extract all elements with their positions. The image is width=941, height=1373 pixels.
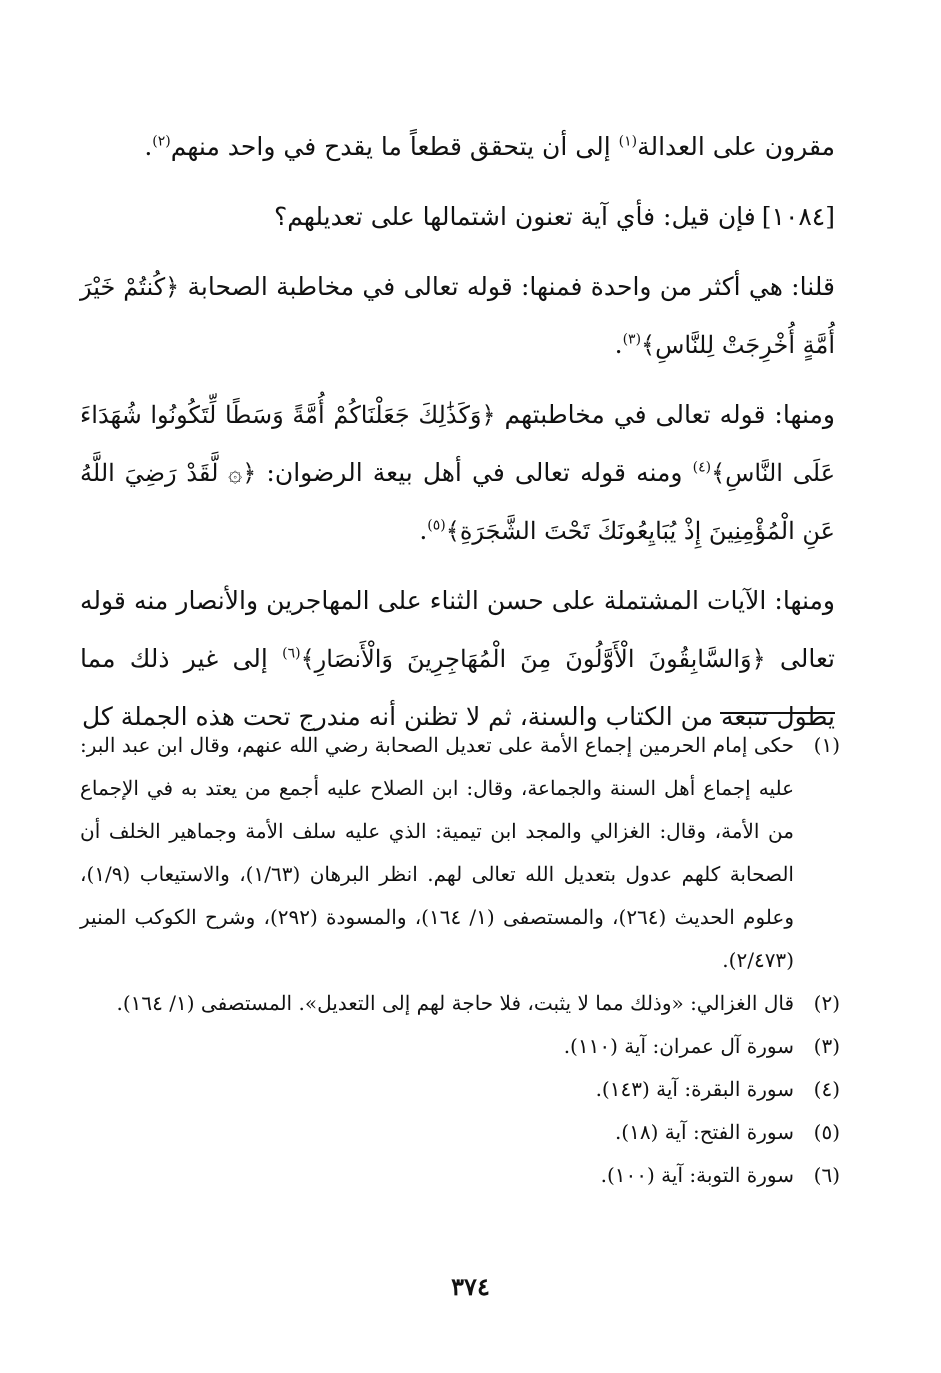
text-run: إلى غير ذلك مما يطول تتبعه من الكتاب والسنة، ثم لا تظنن أنه مندرج تحت هذه الجملة كل bbox=[80, 644, 835, 731]
question-text: فإن قيل: فأي آية تعنون اشتمالها على تعديلهم؟ bbox=[273, 202, 756, 231]
footnote-4 bbox=[80, 1068, 840, 1111]
text-run: قلنا: هي أكثر من واحدة فمنها: قوله تعالى في مخاطبة الصحابة bbox=[179, 272, 835, 301]
quran-verse: ﴿۞ لَّقَدْ رَضِيَ اللَّهُ عَنِ الْمُؤْمِنِينَ إِذْ يُبَايِعُونَكَ تَحْتَ الشَّجَرَةِ﴾ bbox=[80, 459, 835, 545]
footnote-number: (١) bbox=[813, 733, 840, 757]
footnotes bbox=[80, 724, 840, 1197]
footnote-number: (٢) bbox=[813, 991, 840, 1015]
footnote-3 bbox=[80, 1025, 840, 1068]
text-run: . bbox=[419, 516, 428, 545]
main-text bbox=[80, 118, 835, 758]
text-run: إلى أن يتحقق قطعاً ما يقدح في واحد منهم bbox=[170, 132, 619, 161]
text-run: . bbox=[144, 132, 153, 161]
footnote-text: سورة التوبة: آية (١٠٠). bbox=[600, 1163, 794, 1187]
paragraph-4 bbox=[80, 386, 835, 560]
footnote-marker[interactable]: (٥) bbox=[427, 517, 446, 534]
footnote-marker[interactable]: (٦) bbox=[282, 645, 301, 662]
footnote-text: سورة الفتح: آية (١٨). bbox=[614, 1120, 794, 1144]
footnote-2 bbox=[80, 982, 840, 1025]
footnote-6 bbox=[80, 1154, 840, 1197]
footnote-5 bbox=[80, 1111, 840, 1154]
text-run: مقرون على العدالة bbox=[637, 132, 835, 161]
text-run: . bbox=[614, 330, 623, 359]
page-number: ٣٧٤ bbox=[451, 1272, 490, 1301]
footnote-1 bbox=[80, 724, 840, 982]
footnote-marker[interactable]: (٤) bbox=[692, 459, 712, 476]
footnote-number: (٦) bbox=[813, 1163, 840, 1187]
footnote-text: سورة آل عمران: آية (١١٠). bbox=[563, 1034, 794, 1058]
paragraph-2 bbox=[80, 188, 835, 246]
paragraph-1 bbox=[80, 118, 835, 176]
paragraph-5 bbox=[80, 572, 835, 746]
footnote-number: (٥) bbox=[813, 1120, 840, 1144]
quran-verse: ﴿وَالسَّابِقُونَ الْأَوَّلُونَ مِنَ الْمُهَاجِرِينَ وَالْأَنصَارِ﴾ bbox=[300, 645, 766, 673]
footnote-marker[interactable]: (٣) bbox=[622, 331, 642, 348]
footnote-text: سورة البقرة: آية (١٤٣). bbox=[595, 1077, 794, 1101]
text-run: ومنها: قوله تعالى في مخاطبتهم bbox=[495, 400, 836, 429]
quran-verse: ﴿وَكَذَٰلِكَ جَعَلْنَاكُمْ أُمَّةً وَسَطًا لِّتَكُونُوا شُهَدَاءَ عَلَى النَّاسِ﴾ bbox=[80, 401, 836, 487]
quran-verse: ﴿كُنتُمْ خَيْرَ أُمَّةٍ أُخْرِجَتْ لِلنَّاسِ﴾ bbox=[80, 273, 835, 359]
section-number: [١٠٨٤] bbox=[761, 202, 835, 231]
footnote-text: قال الغزالي: «وذلك مما لا يثبت، فلا حاجة لهم إلى التعديل». المستصفى (١/ ١٦٤). bbox=[116, 991, 794, 1015]
paragraph-3 bbox=[80, 258, 835, 374]
footnote-separator bbox=[720, 712, 835, 714]
footnote-marker[interactable]: (٢) bbox=[152, 133, 171, 150]
text-run: ومنه قوله تعالى في أهل بيعة الرضوان: bbox=[256, 458, 693, 487]
footnote-number: (٤) bbox=[813, 1077, 840, 1101]
footnote-text: حكى إمام الحرمين إجماع الأمة على تعديل الصحابة رضي الله عنهم، وقال ابن عبد البر: عليه إجماع أهل السنة والجماعة، وقال: ابن الصلاح عليه أجمع من يعتد به في الإجماع من الأمة، وقال: الغزالي والمجد ابن تيمية: الذي عليه سلف الأمة وجماهير الخلف أن الصحابة كلهم عدول بتعديل الله تعالى لهم. انظر البرهان (١/٦٣)، والاستيعاب (١/٩)، وعلوم الحديث (٢٦٤)، والمستصفى (١/ ١٦٤)، والمسودة (٢٩٢)، وشرح الكوكب المنير (٢/٤٧٣). bbox=[80, 733, 795, 972]
text-run: ومنها: الآيات المشتملة على حسن الثناء على المهاجرين والأنصار منه قوله تعالى bbox=[80, 586, 835, 673]
footnote-number: (٣) bbox=[813, 1034, 840, 1058]
footnote-marker[interactable]: (١) bbox=[618, 133, 638, 150]
